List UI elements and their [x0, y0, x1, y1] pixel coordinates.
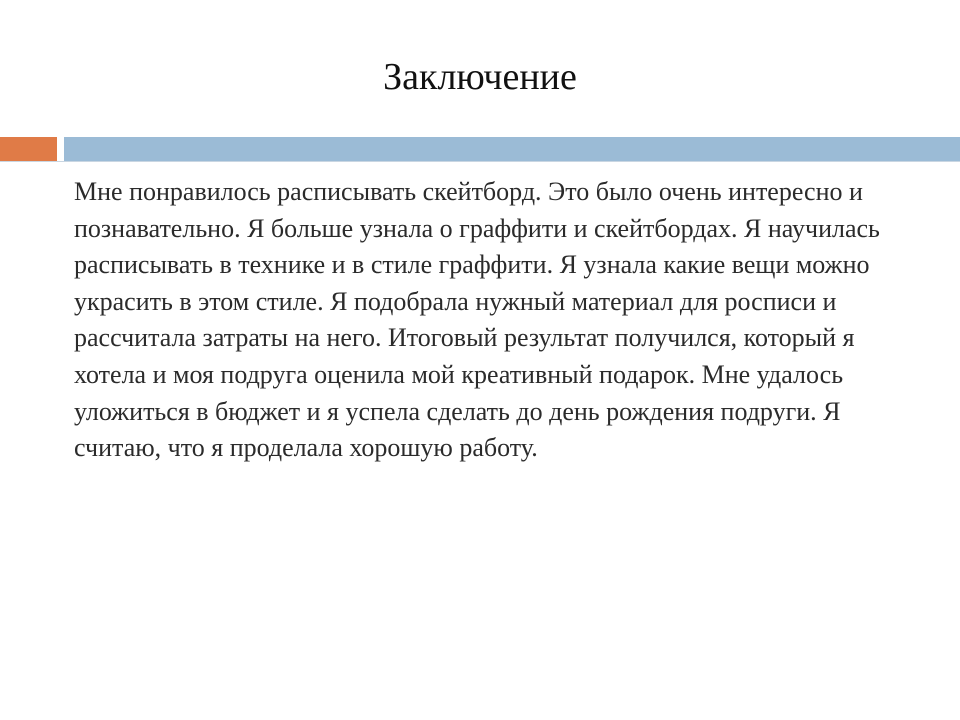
accent-blue-band	[64, 137, 960, 161]
slide-title: Заключение	[383, 56, 577, 98]
title-accent-bar	[0, 137, 960, 161]
accent-orange-block	[0, 137, 57, 161]
accent-divider-line	[0, 161, 960, 162]
slide-body-text: Мне понравилось расписывать скейтборд. Это было очень интересно и познавательно. Я больше узнала о граффити и скейтбордах. Я научилась расписывать в технике и в стиле граффити. Я узнала какие вещи можно украсить в этом стиле. Я подобрала нужный материал для росписи и рассчитала затраты на него. Итоговый результат получился, который я хотела и моя подруга оценила мой креативный подарок. Мне удалось уложиться в бюджет и я успела сделать до день рождения подруги. Я считаю, что я проделала хорошую работу.	[74, 177, 880, 463]
